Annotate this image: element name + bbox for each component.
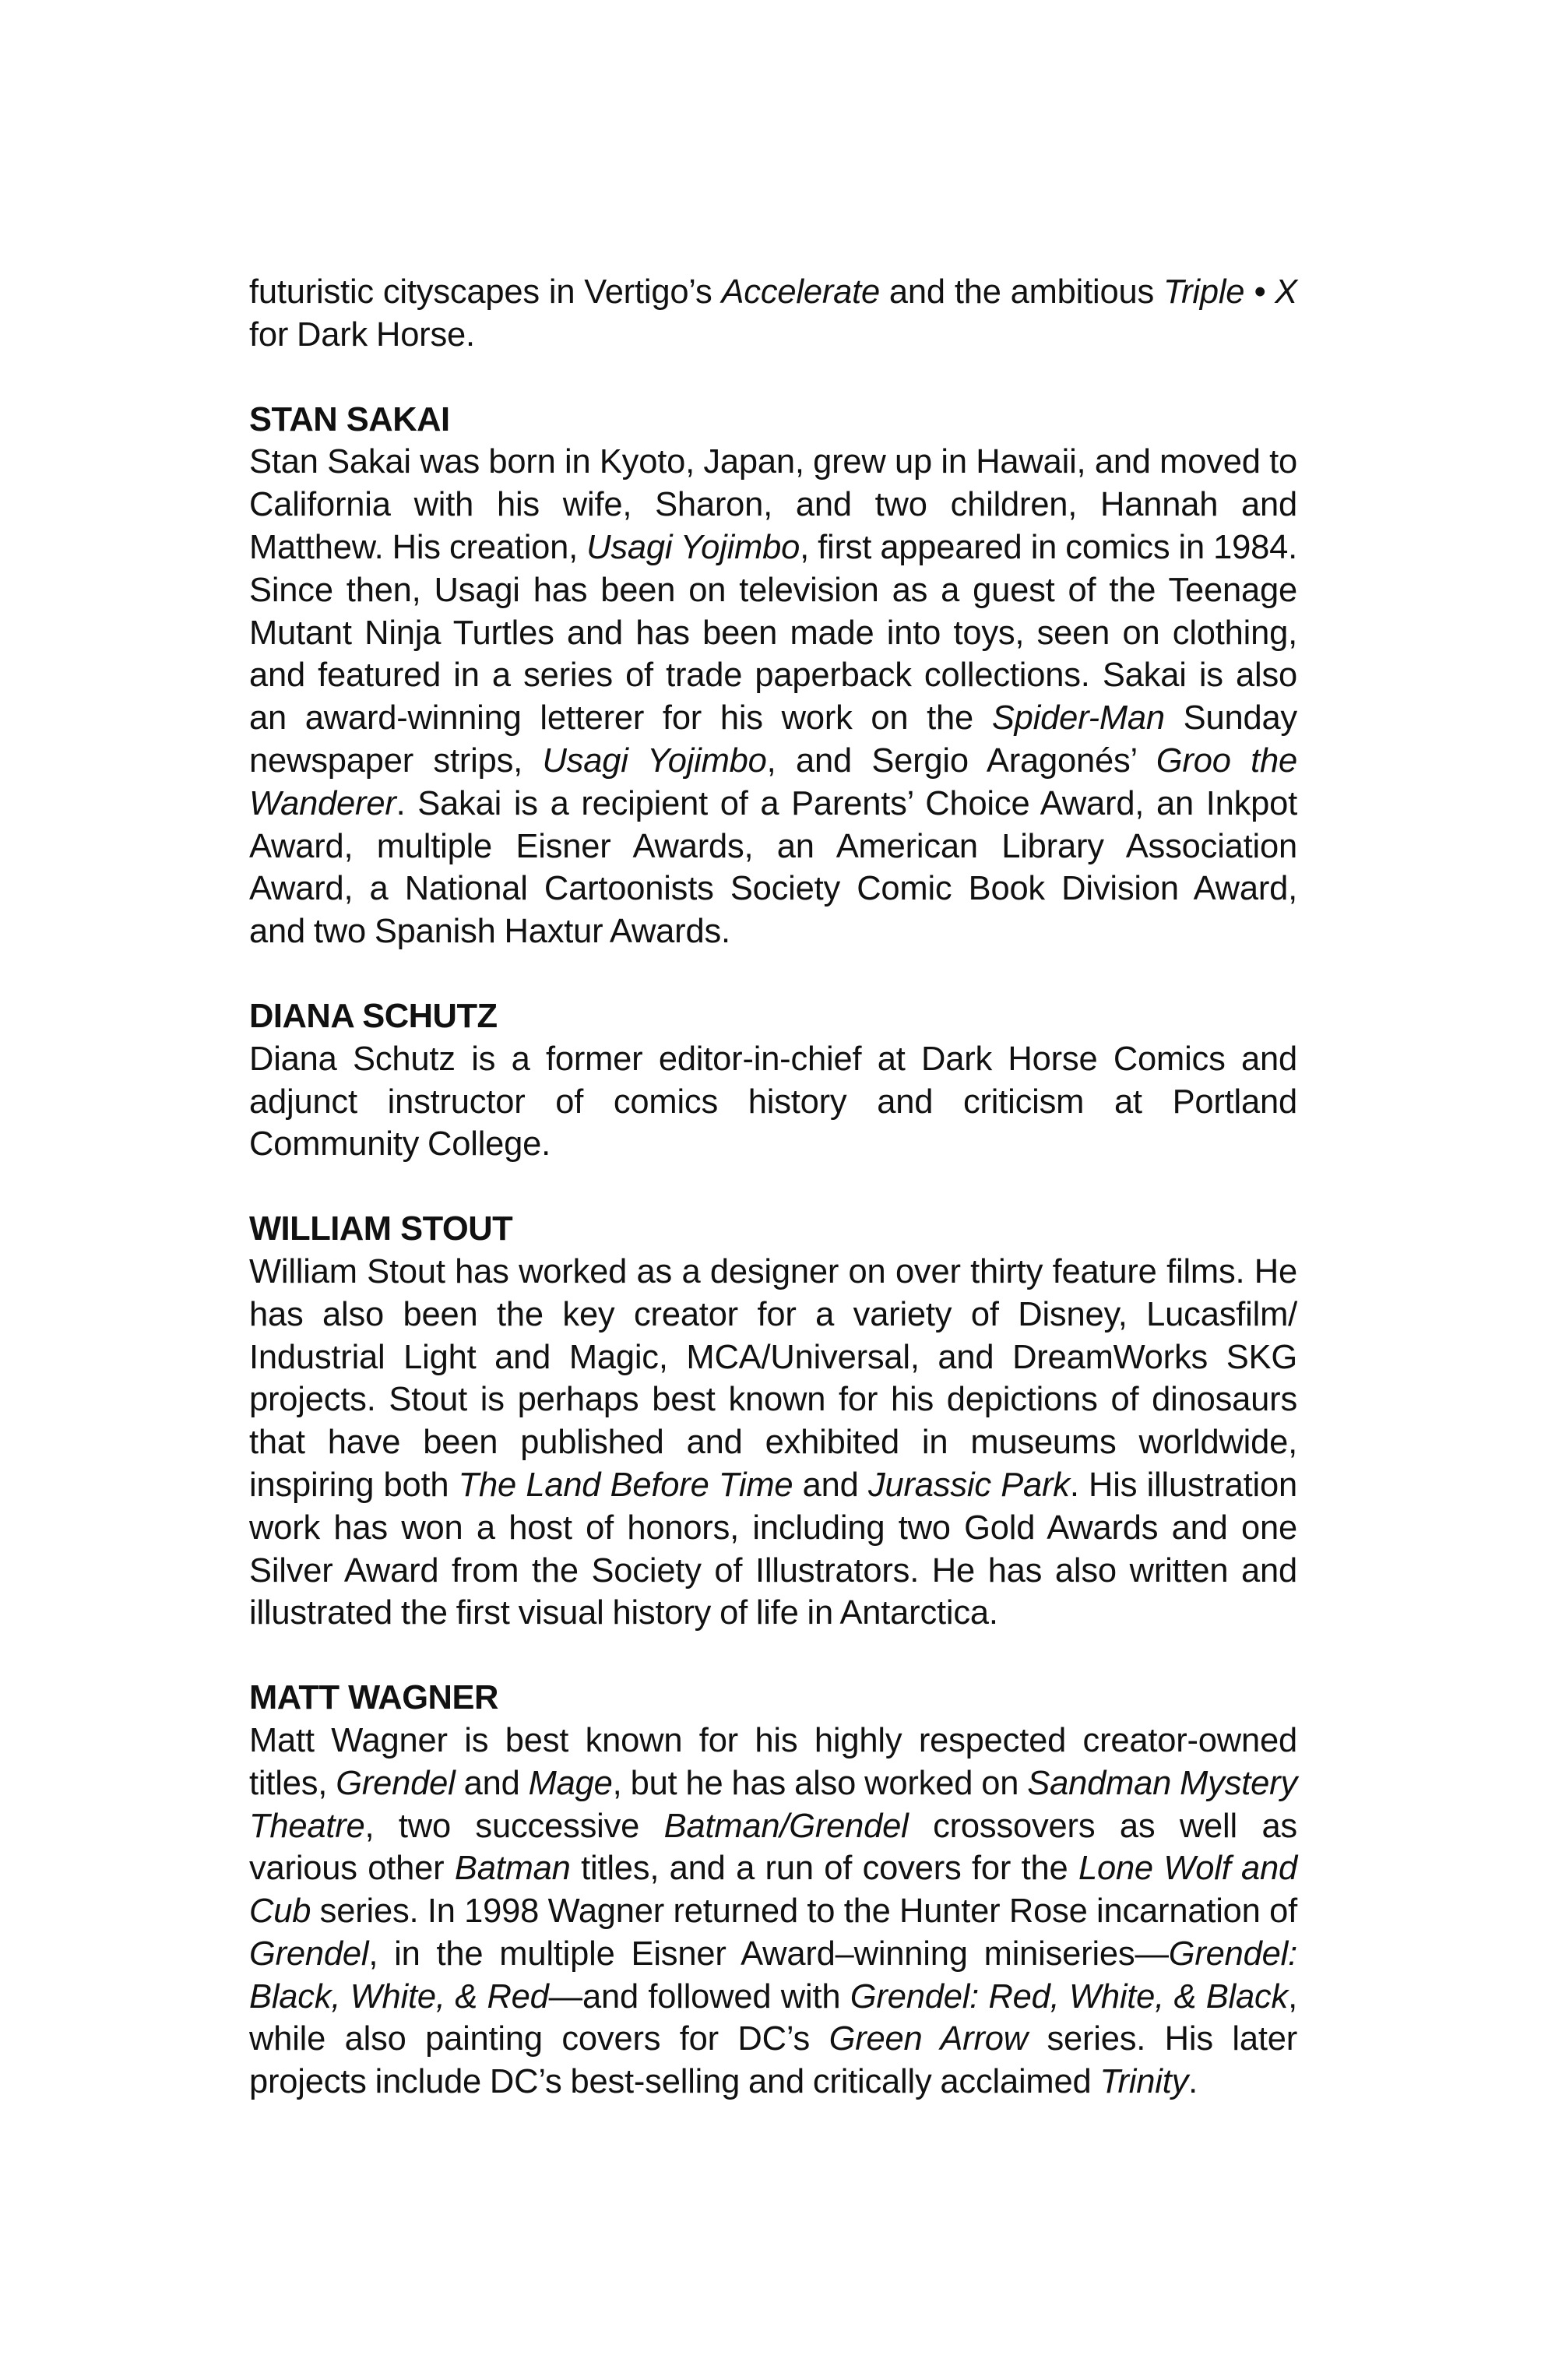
bio-text-run: , in the multiple Eisner Award–winning miniseries— — [368, 1935, 1169, 1973]
bio-text-run: and — [793, 1466, 868, 1504]
bio-text-run: titles, and a run of covers for the — [570, 1850, 1078, 1888]
bio-text-run: . His illustration work has won a host of honors, including two Gold Awards and one Silver Award from the Society of Illustrators. He has also written and illustrated the first visual history of life in Antarctica. — [249, 1466, 1297, 1632]
bio-name: DIANA SCHUTZ — [249, 997, 498, 1035]
bio-text-run: Sunday newspaper strips, — [249, 699, 1297, 780]
bio-title: Lone Wolf and Cub — [249, 1850, 1298, 1931]
bio-title: Jurassic Park — [867, 1466, 1070, 1504]
bio-diana-schutz — [249, 995, 1297, 1166]
bio-text-run: , two successive — [364, 1807, 664, 1845]
bio-title: Batman/Grendel — [663, 1807, 909, 1845]
bio-text-run: . — [1188, 2063, 1198, 2101]
bio-name: WILLIAM STOUT — [249, 1210, 513, 1248]
bio-title: Groo the Wanderer — [249, 741, 1297, 822]
intro-title: Accelerate — [721, 273, 880, 311]
bio-text-run: —and followed with — [548, 1977, 850, 2016]
bio-text-run: Stan Sakai was born in Kyoto, Japan, grew up in Hawaii, and moved to California with his wife, Sharon, and two children, Hannah and Matthew. His creation, — [249, 443, 1297, 566]
bio-title: Grendel — [249, 1935, 369, 1973]
bio-title: Grendel — [336, 1764, 456, 1802]
intro-text: and the ambitious — [880, 273, 1163, 311]
intro-text: futuristic cityscapes in Vertigo’s — [249, 273, 722, 311]
bio-title: Green Arrow — [829, 2020, 1028, 2058]
bio-text — [249, 1720, 1297, 2104]
bio-text — [249, 1038, 1297, 1166]
bio-text-run: Diana Schutz is a former editor-in-chief at Dark Horse Comics and adjunct instructor of comics history and criticism at Portland Community College. — [249, 1040, 1297, 1164]
bio-title: Grendel: Red, White, & Black — [850, 1977, 1289, 2016]
bio-title: Mage — [528, 1764, 613, 1802]
bio-name: STAN SAKAI — [249, 400, 450, 438]
bio-text-run: , and Sergio Aragonés’ — [766, 741, 1156, 780]
bio-title: Sandman Mystery Theatre — [249, 1764, 1297, 1845]
bio-text-run: , first appeared in comics in 1984. Since then, Usagi has been on television as a guest of the Teenage Mutant Ninja Turtles and has been made into toys, seen on clothing, and featured in a series of trade paperback collections. Sakai is also an award-winning letterer for his work on the — [249, 528, 1298, 738]
bio-name: MATT WAGNER — [249, 1679, 498, 1717]
intro-text: for Dark Horse. — [249, 315, 475, 354]
bio-text-run: . Sakai is a recipient of a Parents’ Choice Award, an Inkpot Award, multiple Eisner Awards, an American Library Association Award, a National Cartoonists Society Comic Book Division Award, and two Spanish Haxtur Awards. — [249, 784, 1297, 951]
bio-matt-wagner — [249, 1677, 1297, 2104]
bio-title: Usagi Yojimbo — [542, 741, 767, 780]
bio-text-run: and — [455, 1764, 529, 1802]
bio-text-run: , while also painting covers for DC’s — [249, 1977, 1298, 2058]
bio-title: The Land Before Time — [458, 1466, 793, 1504]
bio-title: Trinity — [1099, 2063, 1189, 2101]
bio-title: Grendel: Black, White, & Red — [249, 1935, 1297, 2016]
bio-text-run: Matt Wagner is best known for his highly respected creator-owned titles, — [249, 1721, 1297, 1802]
bio-text-run: William Stout has worked as a designer on over thirty feature films. He has also been the key creator for a variety of Disney, Lucasfilm/ Industrial Light and Magic, MCA/Universal, and DreamWorks SKG projects. Stout is perhaps best known for his depictions of dinosaurs that have been published and exhibited in museums worldwide, inspiring both — [249, 1252, 1297, 1504]
bio-text-run: series. In 1998 Wagner returned to the Hunter Rose incarnation of — [311, 1892, 1297, 1931]
bio-text — [249, 441, 1297, 953]
bio-title: Batman — [454, 1850, 571, 1888]
intro-title: Triple • X — [1163, 273, 1297, 311]
bio-text-run: , but he has also worked on — [612, 1764, 1028, 1802]
bio-stan-sakai — [249, 399, 1297, 953]
bio-william-stout — [249, 1208, 1297, 1635]
bio-text-run: crossovers as well as various other — [249, 1807, 1297, 1888]
bio-title: Spider-Man — [991, 699, 1165, 738]
bio-text — [249, 1251, 1297, 1635]
bio-text-run: series. His later projects include DC’s best-selling and critically acclaimed — [249, 2020, 1298, 2101]
intro-paragraph — [249, 271, 1297, 357]
bio-title: Usagi Yojimbo — [586, 528, 800, 566]
page-content — [249, 271, 1297, 2104]
